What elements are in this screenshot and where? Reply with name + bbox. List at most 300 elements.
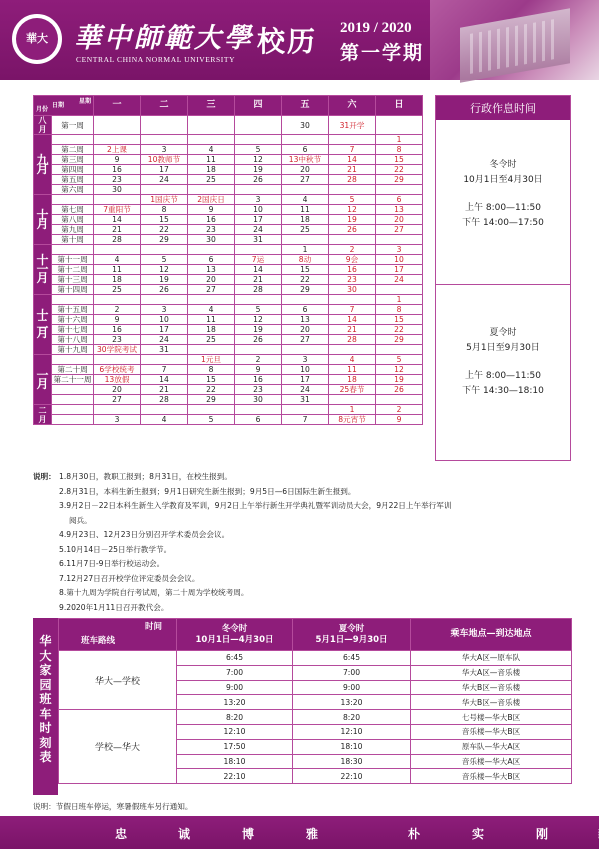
calendar-row <box>34 385 423 395</box>
day-cell: 3 <box>235 195 282 205</box>
day-cell <box>141 116 188 135</box>
calendar-row <box>34 275 423 285</box>
day-cell: 7 <box>329 145 376 155</box>
note-item: 4.9月23日、12月23日分别召开学术委员会会议。 <box>59 530 230 539</box>
day-cell: 4 <box>141 415 188 425</box>
motto-char: 毅 <box>598 827 611 841</box>
day-cell: 16 <box>188 215 235 225</box>
bus-place: 音乐楼—华大B区 <box>411 724 572 739</box>
week-label: 第八周 <box>52 215 94 225</box>
motto-char: 博 <box>242 827 256 841</box>
weekday-header: 二 <box>141 96 188 116</box>
university-name-cn: 華中師範大學 <box>74 23 254 54</box>
university-name-en: CENTRAL CHINA NORMAL UNIVERSITY <box>76 55 236 64</box>
day-cell <box>141 295 188 305</box>
week-label: 第十周 <box>52 235 94 245</box>
bus-winter-name: 冬令时 <box>221 623 248 634</box>
day-cell: 25 <box>94 285 141 295</box>
day-cell <box>282 345 329 355</box>
day-cell: 4 <box>94 255 141 265</box>
motto-char: 忠 <box>115 827 129 841</box>
day-cell <box>376 285 423 295</box>
day-cell: 31 <box>282 395 329 405</box>
day-cell: 12 <box>141 265 188 275</box>
note-item: 8.第十九周为学院自行考试周，第二十周为学校统考周。 <box>59 588 249 597</box>
bus-side-title <box>33 618 58 795</box>
day-cell: 16 <box>94 165 141 175</box>
day-cell: 18 <box>329 375 376 385</box>
day-cell: 29 <box>141 235 188 245</box>
day-cell: 30 <box>329 285 376 295</box>
day-cell: 29 <box>282 285 329 295</box>
calendar-row <box>34 175 423 185</box>
day-cell: 24 <box>282 385 329 395</box>
bus-summer-time: 7:00 <box>293 665 411 680</box>
day-cell: 17 <box>141 165 188 175</box>
calendar-title: 校历 <box>257 25 318 58</box>
motto-char: 朴 <box>408 827 422 841</box>
day-cell: 22 <box>376 165 423 175</box>
week-label: 第十四周 <box>52 285 94 295</box>
calendar-row <box>34 195 423 205</box>
day-cell: 3 <box>282 355 329 365</box>
day-cell <box>94 135 141 145</box>
bus-route-name: 学校—华大 <box>59 710 177 784</box>
week-label: 第四周 <box>52 165 94 175</box>
calendar-row <box>34 405 423 415</box>
week-label: 第二十一周 <box>52 375 94 385</box>
day-cell: 3 <box>376 245 423 255</box>
day-cell: 5 <box>235 305 282 315</box>
winter-period: 10月1日至4月30日 <box>463 175 543 185</box>
week-label: 第一周 <box>52 116 94 135</box>
day-cell <box>235 295 282 305</box>
day-cell: 27 <box>282 175 329 185</box>
week-label: 第二十周 <box>52 365 94 375</box>
day-cell <box>282 405 329 415</box>
day-cell: 2国庆日 <box>188 195 235 205</box>
day-cell <box>282 135 329 145</box>
day-cell: 14 <box>329 155 376 165</box>
day-cell: 29 <box>376 175 423 185</box>
bus-summer-time: 6:45 <box>293 651 411 666</box>
week-label: 第五周 <box>52 175 94 185</box>
day-cell: 6 <box>282 305 329 315</box>
calendar-row <box>34 255 423 265</box>
calendar-row <box>34 235 423 245</box>
day-cell: 2 <box>94 305 141 315</box>
day-cell: 22 <box>282 275 329 285</box>
admin-hours-title: 行政作息时间 <box>436 96 570 120</box>
day-cell: 23 <box>94 335 141 345</box>
day-cell: 10 <box>235 205 282 215</box>
calendar-row <box>34 315 423 325</box>
day-cell <box>376 395 423 405</box>
day-cell <box>94 116 141 135</box>
calendar-row <box>34 345 423 355</box>
day-cell: 6 <box>235 415 282 425</box>
bus-place: 七号楼—华大B区 <box>411 710 572 725</box>
day-cell: 16 <box>329 265 376 275</box>
week-label: 第十三周 <box>52 275 94 285</box>
bus-winter-time: 17:50 <box>177 739 293 754</box>
bus-summer-time: 9:00 <box>293 680 411 695</box>
day-cell: 15 <box>376 155 423 165</box>
calendar-row <box>34 355 423 365</box>
day-cell <box>141 135 188 145</box>
day-cell <box>282 295 329 305</box>
bus-side-text: 华大家园班车时刻表 <box>39 634 52 764</box>
day-cell: 9 <box>94 155 141 165</box>
day-cell: 9会 <box>329 255 376 265</box>
corner-star: 星期 <box>78 98 91 105</box>
day-cell: 27 <box>376 225 423 235</box>
header <box>0 0 599 80</box>
day-cell: 22 <box>376 325 423 335</box>
day-cell: 30 <box>94 185 141 195</box>
day-cell: 19 <box>235 325 282 335</box>
day-cell: 14 <box>94 215 141 225</box>
bus-row <box>59 651 572 666</box>
calendar-notes <box>33 470 573 615</box>
weekday-header: 五 <box>282 96 329 116</box>
notes-list <box>59 470 573 615</box>
day-cell: 19 <box>235 165 282 175</box>
month-label: 十月 <box>36 207 49 231</box>
term-label: 第一学期 <box>340 42 425 64</box>
day-cell: 9 <box>188 205 235 215</box>
month-cell <box>34 295 52 355</box>
day-cell <box>141 405 188 415</box>
corner-month: 月份 <box>36 106 49 113</box>
day-cell: 6学校统考 <box>94 365 141 375</box>
bus-winter-header <box>177 619 293 651</box>
month-cell <box>34 116 52 135</box>
bus-timetable <box>58 618 572 784</box>
bus-winter-period: 10月1日—4月30日 <box>195 634 274 645</box>
calendar-row <box>34 285 423 295</box>
day-cell: 1元旦 <box>188 355 235 365</box>
note-item: 2.8月31日，本科生新生报到；9月1日研究生新生报到；9月5日—6日国际生新生报到。 <box>59 486 356 496</box>
day-cell: 11 <box>188 155 235 165</box>
day-cell: 25 <box>188 175 235 185</box>
day-cell <box>329 185 376 195</box>
day-cell <box>188 345 235 355</box>
day-cell: 17 <box>376 265 423 275</box>
day-cell: 7 <box>141 365 188 375</box>
day-cell: 27 <box>282 335 329 345</box>
summer-hours <box>436 326 570 399</box>
day-cell: 10 <box>376 255 423 265</box>
bus-place: 音乐楼—华大A区 <box>411 754 572 769</box>
day-cell: 15 <box>376 315 423 325</box>
day-cell: 30 <box>282 116 329 135</box>
day-cell: 5 <box>376 355 423 365</box>
day-cell: 22 <box>188 385 235 395</box>
day-cell: 13 <box>188 265 235 275</box>
day-cell <box>329 345 376 355</box>
calendar-row <box>34 245 423 255</box>
day-cell <box>282 185 329 195</box>
bus-summer-time: 13:20 <box>293 695 411 710</box>
day-cell: 24 <box>141 335 188 345</box>
calendar-row <box>34 415 423 425</box>
spacer <box>436 188 570 201</box>
day-cell: 7重阳节 <box>94 205 141 215</box>
day-cell <box>235 185 282 195</box>
week-label: 第十八周 <box>52 335 94 345</box>
spacer <box>436 356 570 369</box>
motto-char: 雅 <box>306 827 320 841</box>
day-cell: 3 <box>141 145 188 155</box>
day-cell: 4 <box>329 355 376 365</box>
day-cell: 27 <box>94 395 141 405</box>
day-cell: 2 <box>235 355 282 365</box>
month-cell <box>34 355 52 405</box>
bus-summer-name: 夏令时 <box>338 623 365 634</box>
summer-pm: 下午 14:30—18:10 <box>462 386 544 396</box>
day-cell: 30 <box>188 235 235 245</box>
day-cell: 29 <box>188 395 235 405</box>
calendar-row <box>34 155 423 165</box>
calendar-row <box>34 335 423 345</box>
day-cell <box>329 135 376 145</box>
day-cell: 18 <box>282 215 329 225</box>
day-cell: 26 <box>329 225 376 235</box>
day-cell: 12 <box>235 315 282 325</box>
note-item: 3.9月2日－22日本科生新生入学教育及军训，9月2日上午举行新生开学典礼暨军训动员大会，9月22日上午举行军训 <box>59 501 452 510</box>
week-label <box>52 355 94 365</box>
day-cell: 8 <box>141 205 188 215</box>
month-cell <box>34 195 52 245</box>
day-cell: 15 <box>282 265 329 275</box>
day-cell: 10教师节 <box>141 155 188 165</box>
bus-place: 华大A区—原车队 <box>411 651 572 666</box>
day-cell <box>188 185 235 195</box>
day-cell: 31 <box>141 345 188 355</box>
month-label: 八月 <box>38 116 47 134</box>
bus-winter-time: 18:10 <box>177 754 293 769</box>
day-cell <box>188 135 235 145</box>
footer-motto-bar <box>0 816 611 849</box>
day-cell: 26 <box>376 385 423 395</box>
note-item: 9.2020年1月11日召开教代会。 <box>59 602 169 612</box>
day-cell: 15 <box>141 215 188 225</box>
summer-name: 夏令时 <box>489 328 517 338</box>
logo-mark: 華大 <box>16 18 58 60</box>
motto-char: 诚 <box>178 827 192 841</box>
bus-winter-time: 8:20 <box>177 710 293 725</box>
month-label: 十二月 <box>36 308 49 340</box>
note-item: 5.10月14日－25日举行教学节。 <box>59 544 172 554</box>
day-cell: 11 <box>94 265 141 275</box>
day-cell: 4 <box>282 195 329 205</box>
day-cell: 20 <box>282 325 329 335</box>
day-cell: 11 <box>329 365 376 375</box>
day-cell: 28 <box>141 395 188 405</box>
day-cell: 9 <box>376 415 423 425</box>
day-cell: 28 <box>329 335 376 345</box>
day-cell: 12 <box>376 365 423 375</box>
day-cell <box>235 405 282 415</box>
notes-label: 说明： <box>33 472 56 481</box>
day-cell: 23 <box>329 275 376 285</box>
bus-place: 华大A区—音乐楼 <box>411 665 572 680</box>
day-cell: 1 <box>282 245 329 255</box>
bus-summer-header <box>293 619 411 651</box>
winter-hours <box>436 158 570 231</box>
summer-am: 上午 8:00—11:50 <box>464 371 541 381</box>
day-cell: 1 <box>329 405 376 415</box>
day-cell: 21 <box>141 385 188 395</box>
day-cell <box>235 135 282 145</box>
day-cell: 23 <box>94 175 141 185</box>
month-cell <box>34 245 52 295</box>
day-cell: 8动 <box>282 255 329 265</box>
day-cell: 14 <box>141 375 188 385</box>
calendar-row <box>34 165 423 175</box>
day-cell <box>376 185 423 195</box>
bus-summer-time: 22:10 <box>293 769 411 784</box>
day-cell <box>141 355 188 365</box>
day-cell: 18 <box>188 165 235 175</box>
day-cell <box>376 235 423 245</box>
day-cell: 12 <box>329 205 376 215</box>
day-cell: 13 <box>376 205 423 215</box>
day-cell: 25 <box>282 225 329 235</box>
day-cell: 25 <box>188 335 235 345</box>
calendar-row <box>34 395 423 405</box>
day-cell: 20 <box>188 275 235 285</box>
day-cell: 21 <box>329 325 376 335</box>
weekday-header: 一 <box>94 96 141 116</box>
day-cell: 2上课 <box>94 145 141 155</box>
day-cell <box>188 245 235 255</box>
day-cell <box>235 116 282 135</box>
week-label <box>52 415 94 425</box>
day-cell <box>329 395 376 405</box>
bus-place: 华大B区—音乐楼 <box>411 680 572 695</box>
calendar-table <box>33 95 423 425</box>
day-cell: 3 <box>141 305 188 315</box>
day-cell <box>235 345 282 355</box>
day-cell: 5 <box>235 145 282 155</box>
calendar-row <box>34 145 423 155</box>
day-cell: 18 <box>188 325 235 335</box>
motto-char: 实 <box>472 827 486 841</box>
bus-summer-time: 12:10 <box>293 724 411 739</box>
day-cell: 31开学 <box>329 116 376 135</box>
weekday-header: 三 <box>188 96 235 116</box>
week-label <box>52 295 94 305</box>
day-cell: 2 <box>376 405 423 415</box>
day-cell <box>282 235 329 245</box>
bus-row <box>59 710 572 725</box>
bus-route-name: 华大—学校 <box>59 651 177 710</box>
calendar-corner-header <box>34 96 94 116</box>
weekday-header: 日 <box>376 96 423 116</box>
note-item: 7.12月27日召开校学位评定委员会会议。 <box>59 573 200 583</box>
corner-day: 日期 <box>52 102 65 109</box>
day-cell <box>235 245 282 255</box>
bus-place-header: 乘车地点—到达地点 <box>411 619 572 651</box>
day-cell: 19 <box>141 275 188 285</box>
bus-time-label: 时间 <box>144 622 162 632</box>
bus-place: 原车队—华大A区 <box>411 739 572 754</box>
bus-place: 音乐楼—华大B区 <box>411 769 572 784</box>
day-cell: 26 <box>235 335 282 345</box>
motto-char: 刚 <box>536 827 550 841</box>
note-item: 6.11月7日-9日举行校运动会。 <box>59 559 165 568</box>
bus-summer-time: 18:10 <box>293 739 411 754</box>
bus-note: 说明：节假日班车停运，寒暑假班车另行通知。 <box>33 802 193 811</box>
bus-corner-header <box>59 619 177 651</box>
day-cell: 28 <box>94 235 141 245</box>
day-cell <box>188 295 235 305</box>
day-cell: 1 <box>376 295 423 305</box>
month-label: 一月 <box>36 367 49 391</box>
month-label: 二月 <box>38 405 47 424</box>
bus-winter-time: 9:00 <box>177 680 293 695</box>
day-cell <box>188 116 235 135</box>
day-cell: 10 <box>282 365 329 375</box>
day-cell: 8 <box>376 305 423 315</box>
week-label: 第十九周 <box>52 345 94 355</box>
day-cell: 4 <box>188 145 235 155</box>
week-label: 第十六周 <box>52 315 94 325</box>
month-label: 九月 <box>36 152 49 176</box>
day-cell <box>141 185 188 195</box>
day-cell: 7 <box>282 415 329 425</box>
campus-building-photo <box>430 0 599 80</box>
day-cell: 12 <box>235 155 282 165</box>
week-label: 第六周 <box>52 185 94 195</box>
calendar-row <box>34 365 423 375</box>
day-cell: 7运 <box>235 255 282 265</box>
month-cell <box>34 135 52 195</box>
day-cell: 19 <box>376 375 423 385</box>
day-cell: 5 <box>141 255 188 265</box>
day-cell: 4 <box>188 305 235 315</box>
day-cell: 21 <box>329 165 376 175</box>
week-label: 第十五周 <box>52 305 94 315</box>
bus-place: 华大B区—音乐楼 <box>411 695 572 710</box>
week-label: 第十一周 <box>52 255 94 265</box>
calendar-row <box>34 325 423 335</box>
day-cell: 21 <box>235 275 282 285</box>
week-label: 第三周 <box>52 155 94 165</box>
day-cell: 18 <box>94 275 141 285</box>
day-cell: 28 <box>329 175 376 185</box>
calendar-row <box>34 225 423 235</box>
day-cell: 6 <box>188 255 235 265</box>
day-cell: 6 <box>376 195 423 205</box>
day-cell: 14 <box>235 265 282 275</box>
day-cell: 25春节 <box>329 385 376 395</box>
day-cell <box>329 235 376 245</box>
note-item: 阅兵。 <box>69 515 92 525</box>
day-cell: 22 <box>141 225 188 235</box>
day-cell <box>94 195 141 205</box>
week-label <box>52 245 94 255</box>
bus-winter-time: 22:10 <box>177 769 293 784</box>
calendar-row <box>34 116 423 135</box>
bus-winter-time: 12:10 <box>177 724 293 739</box>
calendar-row <box>34 215 423 225</box>
week-label: 第十七周 <box>52 325 94 335</box>
bus-winter-time: 7:00 <box>177 665 293 680</box>
day-cell <box>94 405 141 415</box>
